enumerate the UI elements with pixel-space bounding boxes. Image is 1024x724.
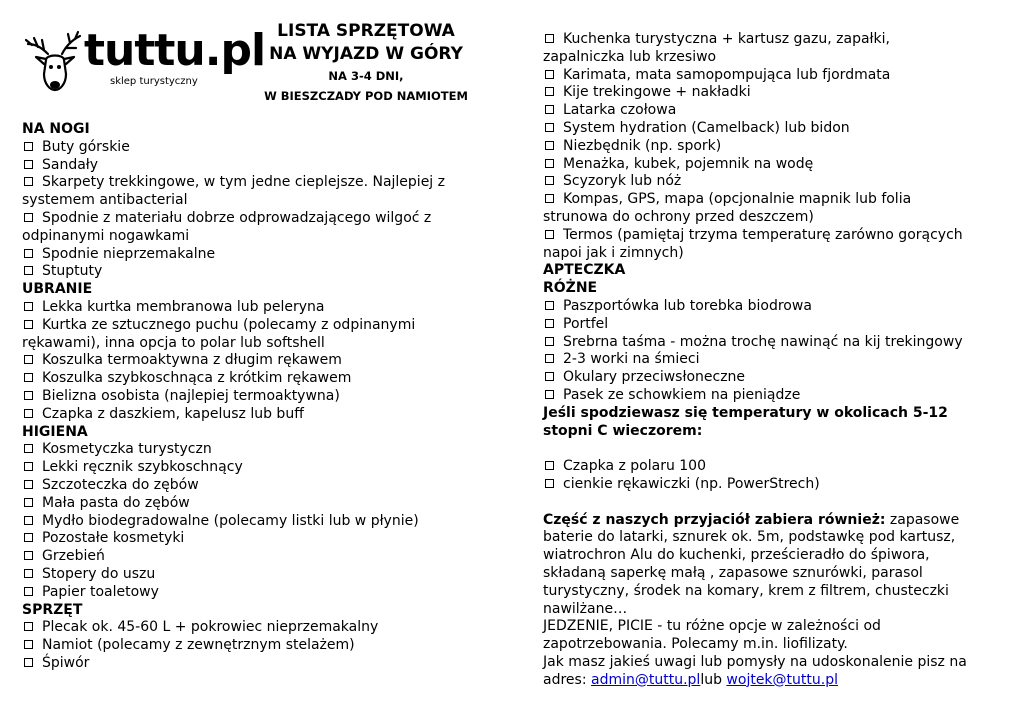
right-column xyxy=(543,31,995,689)
list-item: Scyzoryk lub nóż xyxy=(543,173,995,191)
checkbox-icon xyxy=(545,461,554,470)
checkbox-icon xyxy=(545,141,554,150)
checkbox-icon xyxy=(24,516,33,525)
checkbox-icon xyxy=(545,230,554,239)
checkbox-icon xyxy=(545,354,554,363)
list-item: Czapka z daszkiem, kapelusz lub buff xyxy=(22,406,488,424)
checkbox-icon xyxy=(545,70,554,79)
list-item: Śpiwór xyxy=(22,655,488,673)
checkbox-icon xyxy=(545,123,554,132)
tuttu-logo xyxy=(22,25,266,96)
checkbox-icon xyxy=(24,302,33,311)
checkbox-icon xyxy=(545,34,554,43)
friends-paragraph-line: JEDZENIE, PICIE - tu różne opcje w zależności od xyxy=(543,618,881,635)
checkbox-icon xyxy=(24,498,33,507)
list-item: Portfel xyxy=(543,316,995,334)
list-item: Mała pasta do zębów xyxy=(22,495,488,513)
friends-paragraph-line: składaną saperkę małą , zapasowe sznurówki, parasol xyxy=(543,564,923,581)
checkbox-icon xyxy=(24,658,33,667)
checkbox-icon xyxy=(24,462,33,471)
email-link-admin[interactable]: admin@tuttu.pl xyxy=(591,671,701,688)
list-item: Pasek ze schowkiem na pieniądze xyxy=(543,387,995,405)
spacer xyxy=(543,494,995,512)
document-title xyxy=(240,20,492,106)
list-item: Mydło biodegradowalne (polecamy listki lub w płynie) xyxy=(22,513,488,531)
section-heading-higiena: HIGIENA xyxy=(22,423,88,440)
list-item: Stopery do uszu xyxy=(22,566,488,584)
list-item-continuation: systemem antibacterial xyxy=(22,192,188,209)
list-item: Skarpety trekkingowe, w tym jedne cieplejsze. Najlepiej z xyxy=(22,174,488,192)
list-item: Grzebień xyxy=(22,548,488,566)
checkbox-icon xyxy=(545,105,554,114)
list-item-continuation: rękawami), inna opcja to polar lub softshell xyxy=(22,334,325,351)
checkbox-icon xyxy=(24,551,33,560)
list-item: Kuchenka turystyczna + kartusz gazu, zapałki, xyxy=(543,31,995,49)
list-item: Buty górskie xyxy=(22,139,488,157)
list-item: Latarka czołowa xyxy=(543,102,995,120)
checkbox-icon xyxy=(24,533,33,542)
checkbox-icon xyxy=(545,372,554,381)
list-item: Menażka, kubek, pojemnik na wodę xyxy=(543,156,995,174)
list-item: Spodnie z materiału dobrze odprowadzającego wilgoć z xyxy=(22,210,488,228)
list-item: Kompas, GPS, mapa (opcjonalnie mapnik lub folia xyxy=(543,191,995,209)
reindeer-icon xyxy=(22,30,92,96)
checkbox-icon xyxy=(545,194,554,203)
checkbox-icon xyxy=(545,479,554,488)
temperature-note-line-1: Jeśli spodziewasz się temperatury w okolicach 5-12 xyxy=(543,404,948,421)
section-heading-ubranie: UBRANIE xyxy=(22,281,93,298)
left-column xyxy=(22,121,488,673)
list-item: Sandały xyxy=(22,157,488,175)
contact-line: adres: admin@tuttu.pllub wojtek@tuttu.pl xyxy=(543,671,838,688)
list-item: Karimata, mata samopompująca lub fjordmata xyxy=(543,67,995,85)
list-item: Czapka z polaru 100 xyxy=(543,458,995,476)
checkbox-icon xyxy=(24,213,33,222)
checkbox-icon xyxy=(545,337,554,346)
checkbox-icon xyxy=(24,587,33,596)
friends-paragraph-line: Jak masz jakieś uwagi lub pomysły na udoskonalenie pisz na xyxy=(543,653,967,670)
list-item: Kije trekingowe + nakładki xyxy=(543,84,995,102)
title-line-1: LISTA SPRZĘTOWA xyxy=(277,21,455,41)
checkbox-icon xyxy=(545,159,554,168)
list-item-continuation: napoi jak i zimnych) xyxy=(543,244,684,261)
email-link-wojtek[interactable]: wojtek@tuttu.pl xyxy=(726,671,838,688)
list-item: System hydration (Camelback) lub bidon xyxy=(543,120,995,138)
friends-paragraph-line: zapotrzebowania. Polecamy m.in. liofilizaty. xyxy=(543,636,848,653)
section-heading-na-nogi: NA NOGI xyxy=(22,121,90,137)
list-item: Kosmetyczka turystyczn xyxy=(22,441,488,459)
section-heading-sprzet: SPRZĘT xyxy=(22,601,83,618)
checkbox-icon xyxy=(24,355,33,364)
subtitle-line-1: NA 3-4 DNI, xyxy=(328,69,404,83)
checkbox-icon xyxy=(545,87,554,96)
list-item: Kurtka ze sztucznego puchu (polecamy z odpinanymi xyxy=(22,317,488,335)
list-item: Koszulka szybkoschnąca z krótkim rękawem xyxy=(22,370,488,388)
list-item: Stuptuty xyxy=(22,263,488,281)
list-item: Papier toaletowy xyxy=(22,584,488,602)
checkbox-icon xyxy=(24,177,33,186)
list-item-continuation: odpinanymi nogawkami xyxy=(22,227,190,244)
list-item: Srebrna taśma - można trochę nawinąć na kij trekingowy xyxy=(543,334,995,352)
spacer xyxy=(543,440,995,458)
checkbox-icon xyxy=(24,569,33,578)
checkbox-icon xyxy=(545,390,554,399)
temperature-note-line-2: stopni C wieczorem: xyxy=(543,422,703,439)
friends-paragraph-line: nawilżane… xyxy=(543,600,628,617)
list-item: Szczoteczka do zębów xyxy=(22,477,488,495)
section-heading-apteczka: APTECZKA xyxy=(543,262,626,279)
list-item: Bielizna osobista (najlepiej termoaktywna) xyxy=(22,388,488,406)
checkbox-icon xyxy=(24,266,33,275)
friends-paragraph-line: baterie do latarki, sznurek ok. 5m, podstawkę pod kartusz, xyxy=(543,529,956,546)
checkbox-icon xyxy=(545,319,554,328)
checkbox-icon xyxy=(24,142,33,151)
brand-name: tuttu.pl xyxy=(84,25,266,76)
friends-paragraph-line: turystyczny, środek na komary, krem z filtrem, chusteczki xyxy=(543,582,949,599)
checkbox-icon xyxy=(24,320,33,329)
checkbox-icon xyxy=(24,444,33,453)
list-item: Plecak ok. 45-60 L + pokrowiec nieprzemakalny xyxy=(22,619,488,637)
list-item: Okulary przeciwsłoneczne xyxy=(543,369,995,387)
checkbox-icon xyxy=(24,160,33,169)
list-item: Termos (pamiętaj trzyma temperaturę zarówno gorących xyxy=(543,227,995,245)
list-item: Namiot (polecamy z zewnętrznym stelażem) xyxy=(22,637,488,655)
list-item: cienkie rękawiczki (np. PowerStrech) xyxy=(543,476,995,494)
checkbox-icon xyxy=(24,249,33,258)
section-heading-rozne: RÓŻNE xyxy=(543,280,598,297)
list-item: Paszportówka lub torebka biodrowa xyxy=(543,298,995,316)
checkbox-icon xyxy=(24,480,33,489)
checkbox-icon xyxy=(24,373,33,382)
list-item: Niezbędnik (np. spork) xyxy=(543,138,995,156)
list-item: Lekki ręcznik szybkoschnący xyxy=(22,459,488,477)
checkbox-icon xyxy=(24,391,33,400)
list-item: Lekka kurtka membranowa lub peleryna xyxy=(22,299,488,317)
list-item: Spodnie nieprzemakalne xyxy=(22,246,488,264)
checkbox-icon xyxy=(24,640,33,649)
list-item: 2-3 worki na śmieci xyxy=(543,351,995,369)
checkbox-icon xyxy=(545,301,554,310)
brand-tagline: sklep turystyczny xyxy=(110,76,198,87)
list-item: Pozostałe kosmetyki xyxy=(22,530,488,548)
friends-lead: Część z naszych przyjaciół zabiera również: xyxy=(543,511,886,528)
list-item: Koszulka termoaktywna z długim rękawem xyxy=(22,352,488,370)
title-line-2: NA WYJAZD W GÓRY xyxy=(269,44,463,64)
friends-paragraph-line: wiatrochron Alu do kuchenki, prześcieradło do śpiwora, xyxy=(543,547,930,564)
list-item-continuation: zapalniczka lub krzesiwo xyxy=(543,48,717,65)
checkbox-icon xyxy=(24,409,33,418)
subtitle-line-2: W BIESZCZADY POD NAMIOTEM xyxy=(264,89,468,103)
checkbox-icon xyxy=(545,176,554,185)
checkbox-icon xyxy=(24,622,33,631)
list-item-continuation: strunowa do ochrony przed deszczem) xyxy=(543,208,814,225)
friends-paragraph-line: Część z naszych przyjaciół zabiera również: zapasowe xyxy=(543,511,960,528)
